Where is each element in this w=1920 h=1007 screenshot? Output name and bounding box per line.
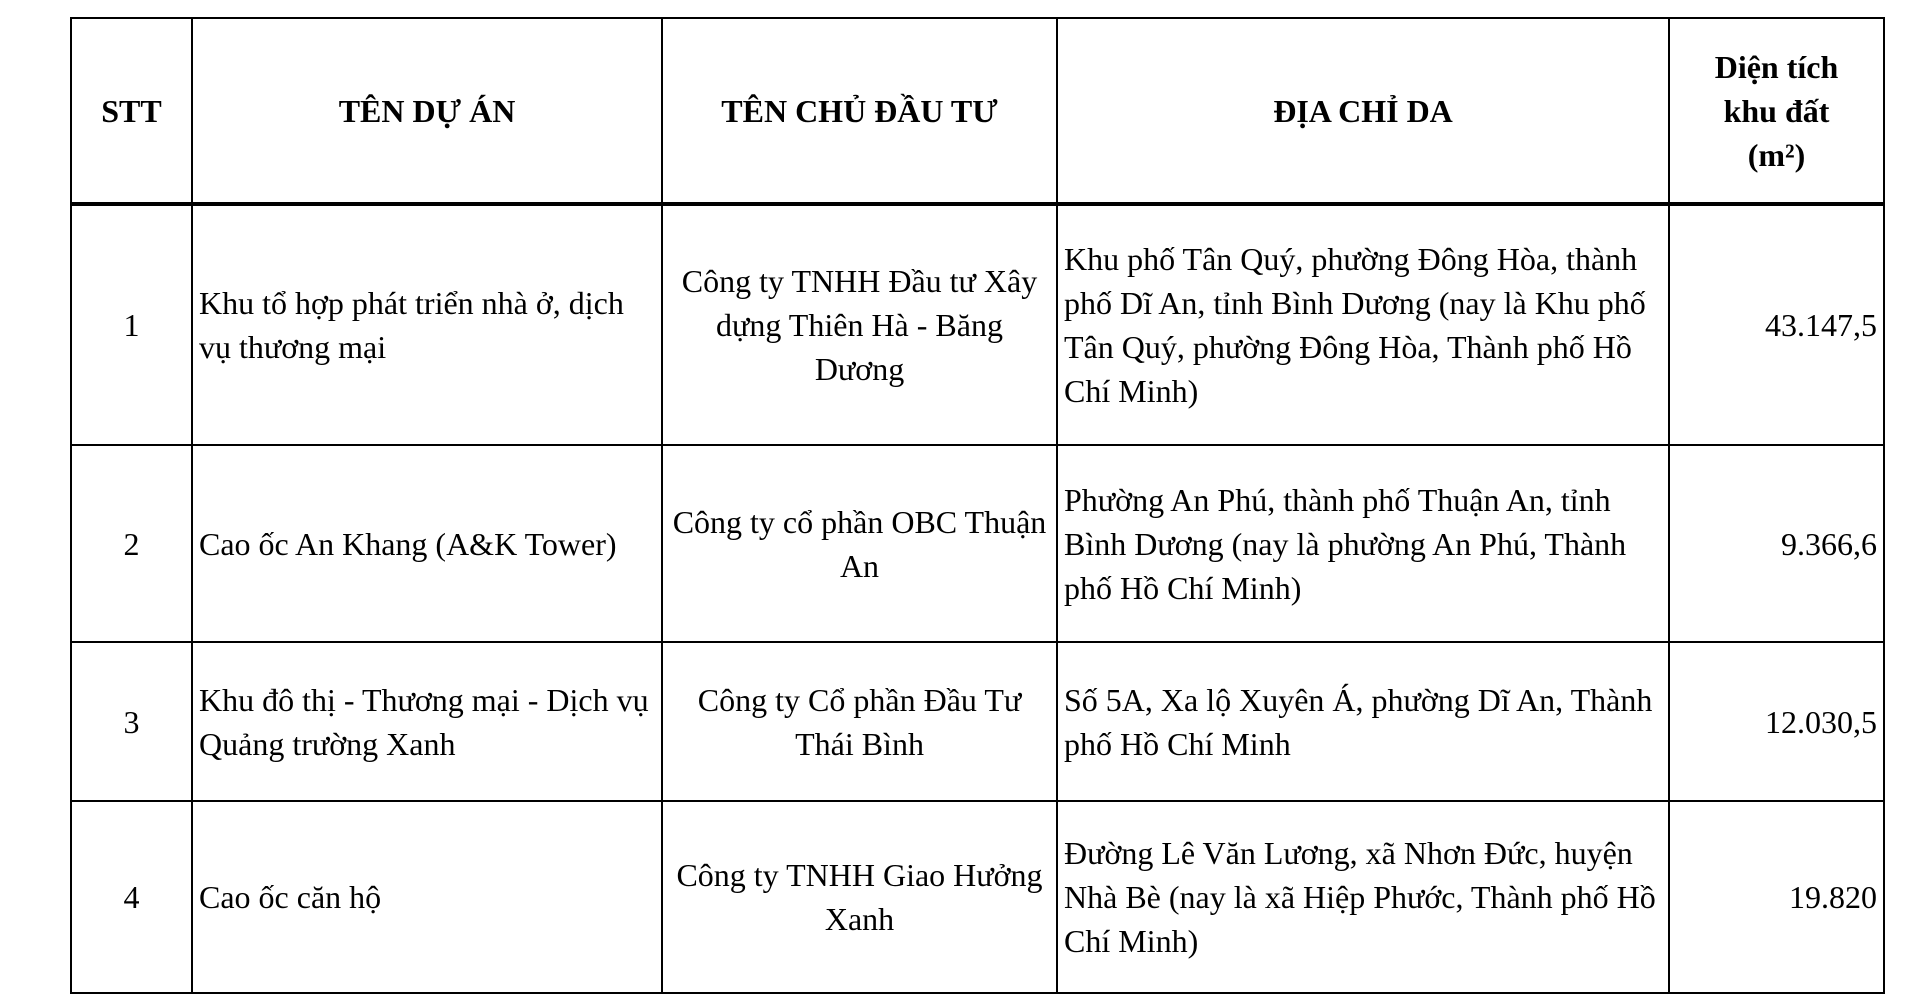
header-area-line1: Diện tích (1714, 48, 1839, 85)
cell-address: Khu phố Tân Quý, phường Đông Hòa, thành phố Dĩ An, tỉnh Bình Dương (nay là Khu phố Tân Quý, phường Đông Hòa, Thành phố Hồ Chí Minh) (1057, 204, 1669, 445)
cell-address: Số 5A, Xa lộ Xuyên Á, phường Dĩ An, Thành phố Hồ Chí Minh (1057, 642, 1669, 801)
cell-stt: 4 (71, 801, 192, 993)
cell-address: Đường Lê Văn Lương, xã Nhơn Đức, huyện Nhà Bè (nay là xã Hiệp Phước, Thành phố Hồ Chí Minh) (1057, 801, 1669, 993)
cell-area: 19.820 (1669, 801, 1884, 993)
cell-address: Phường An Phú, thành phố Thuận An, tỉnh Bình Dương (nay là phường An Phú, Thành phố Hồ Chí Minh) (1057, 445, 1669, 642)
projects-table (70, 17, 1885, 994)
cell-project: Cao ốc An Khang (A&K Tower) (192, 445, 662, 642)
header-stt: STT (71, 18, 192, 204)
header-row (71, 18, 1884, 204)
header-area (1669, 18, 1884, 204)
table-row (71, 445, 1884, 642)
header-investor: TÊN CHỦ ĐẦU TƯ (662, 18, 1057, 204)
header-address: ĐỊA CHỈ DA (1057, 18, 1669, 204)
cell-investor: Công ty Cổ phần Đầu Tư Thái Bình (662, 642, 1057, 801)
cell-investor: Công ty TNHH Đầu tư Xây dựng Thiên Hà - Băng Dương (662, 204, 1057, 445)
cell-area: 9.366,6 (1669, 445, 1884, 642)
cell-project: Khu đô thị - Thương mại - Dịch vụ Quảng trường Xanh (192, 642, 662, 801)
cell-investor: Công ty TNHH Giao Hưởng Xanh (662, 801, 1057, 993)
cell-stt: 3 (71, 642, 192, 801)
cell-investor: Công ty cổ phần OBC Thuận An (662, 445, 1057, 642)
cell-project: Cao ốc căn hộ (192, 801, 662, 993)
header-project: TÊN DỰ ÁN (192, 18, 662, 204)
cell-area: 12.030,5 (1669, 642, 1884, 801)
table-row (71, 642, 1884, 801)
table-row (71, 204, 1884, 445)
cell-area: 43.147,5 (1669, 204, 1884, 445)
cell-stt: 2 (71, 445, 192, 642)
cell-stt: 1 (71, 204, 192, 445)
cell-project: Khu tổ hợp phát triển nhà ở, dịch vụ thương mại (192, 204, 662, 445)
header-area-line2: khu đất (1723, 92, 1830, 129)
table-row (71, 801, 1884, 993)
header-area-line3: (m²) (1747, 136, 1806, 173)
